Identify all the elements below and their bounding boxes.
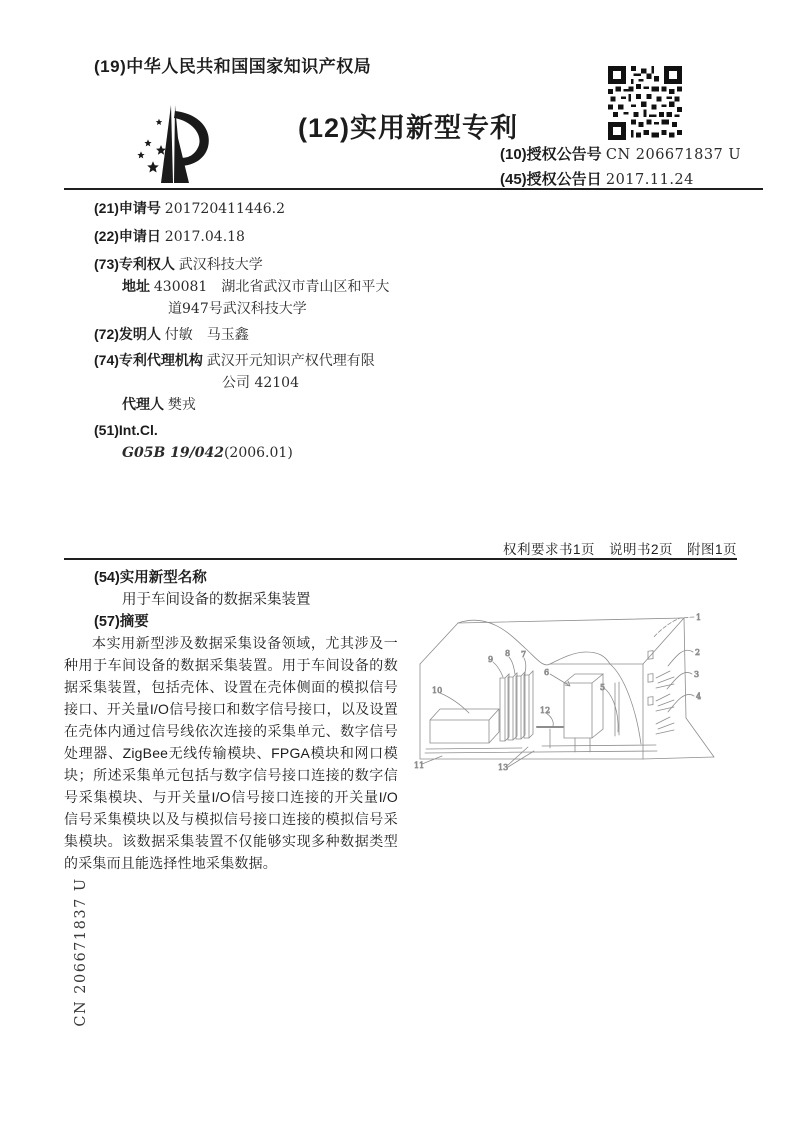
- application-date-row: [94, 226, 245, 246]
- figure-label: 7: [521, 650, 527, 659]
- publication-date-label: (45)授权公告日: [500, 171, 602, 188]
- invention-title: 用于车间设备的数据采集装置: [122, 592, 311, 608]
- figure-label: 6: [544, 668, 550, 677]
- qr-code: [608, 66, 682, 140]
- address-line1: 430081 湖北省武汉市青山区和平大: [153, 279, 390, 295]
- intcl-code: G05B 19/042: [122, 445, 224, 461]
- figure-label: 4: [696, 692, 702, 701]
- agency-line2: 公司 42104: [222, 375, 299, 391]
- figure-label: 5: [600, 683, 606, 692]
- patentee-label: (73)专利权人: [94, 256, 175, 272]
- agent-row: [122, 394, 196, 414]
- address-row: [122, 276, 389, 296]
- title-section-label: (54)实用新型名称: [94, 570, 207, 586]
- figure-label: 3: [694, 670, 700, 679]
- publication-date-value: 2017.11.24: [605, 172, 694, 188]
- inventor-value: 付敏 马玉鑫: [164, 327, 249, 343]
- application-date-value: 2017.04.18: [164, 229, 245, 245]
- patentee-value: 武汉科技大学: [178, 257, 263, 273]
- document-type-title: (12)实用新型专利: [298, 113, 519, 143]
- patentee-row: [94, 254, 263, 274]
- address-line2: 道947号武汉科技大学: [168, 301, 307, 317]
- publication-number-label: (10)授权公告号: [500, 146, 602, 163]
- intcl-label: (51)Int.Cl.: [94, 422, 158, 438]
- agent-value: 樊戎: [167, 397, 196, 413]
- agent-label: 代理人: [122, 396, 164, 412]
- intcl-version: (2006.01): [223, 445, 293, 461]
- agency-label: (74)专利代理机构: [94, 352, 203, 368]
- header-divider: [64, 188, 763, 190]
- application-date-label: (22)申请日: [94, 228, 161, 244]
- section-divider: [64, 558, 737, 560]
- abstract-text: 本实用新型涉及数据采集设备领域，尤其涉及一种用于车间设备的数据采集装置。用于车间设备的数据采集装置，包括壳体、设置在壳体侧面的模拟信号接口、开关量I/O信号接口和数字信号接口，以及设置在壳体内通过信号线依次连接的采集单元、数字信号处理器、ZigBee无线传输模块、FPGA模块和网口模块；所述采集单元包括与数字信号接口连接的数字信号采集模块、与开关量I/O信号接口连接的开关量I/O信号采集模块以及与模拟信号接口连接的模拟信号采集模块。该数据采集装置不仅能够实现多种数据类型的采集而且能选择性地采集数据。: [64, 635, 398, 871]
- figure-label: 12: [540, 706, 551, 715]
- figure-label: 1: [696, 613, 702, 622]
- inventor-row: [94, 324, 249, 344]
- agency-row: [94, 350, 375, 370]
- application-number-row: [94, 198, 285, 218]
- publication-number-row: [500, 143, 741, 164]
- application-number-label: (21)申请号: [94, 200, 161, 216]
- patent-office-title: (19)中华人民共和国国家知识产权局: [94, 57, 372, 76]
- inventor-label: (72)发明人: [94, 326, 161, 342]
- sipo-logo: [115, 98, 230, 190]
- figure-label: 13: [498, 763, 509, 772]
- publication-number-value: CN 206671837 U: [605, 147, 742, 163]
- figure-label: 10: [432, 686, 443, 695]
- intcl-row: [122, 444, 293, 461]
- side-publication-code: CN 206671837 U: [73, 877, 89, 1027]
- agency-line1: 武汉开元知识产权代理有限: [206, 353, 375, 369]
- address-label: 地址: [122, 278, 150, 294]
- publication-date-row: [500, 168, 694, 189]
- figure-label: 9: [488, 655, 494, 664]
- application-number-value: 201720411446.2: [164, 201, 286, 217]
- figure-label: 8: [505, 649, 511, 658]
- figure-label: 2: [695, 648, 701, 657]
- figure-label: 11: [414, 761, 425, 770]
- patent-figure: [412, 596, 752, 808]
- pages-summary: 权利要求书1页 说明书2页 附图1页: [502, 542, 737, 557]
- abstract-label: (57)摘要: [94, 614, 149, 630]
